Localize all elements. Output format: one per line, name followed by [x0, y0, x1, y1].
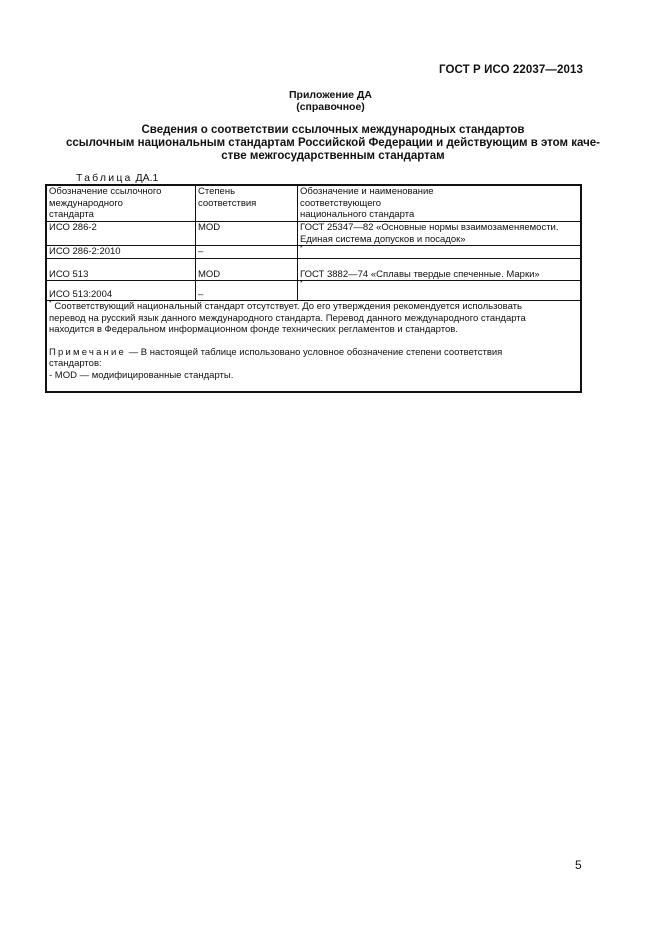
note-line: стандартов: [49, 358, 102, 369]
note-line [49, 347, 578, 359]
table-label [76, 172, 158, 184]
degree-cell: MOD [196, 222, 298, 246]
national-text: ГОСТ 25347—82 «Основные нормы взаимозаменяемости. [300, 222, 559, 233]
table-header-row [46, 185, 581, 222]
iso-cell: ИСО 513 [46, 259, 196, 281]
appendix-title: Приложение ДА [289, 89, 372, 101]
note-label: Примечание [49, 346, 126, 358]
heading-line: стве межгосударственным стандартам [221, 150, 445, 162]
header-text: международного [49, 197, 123, 209]
table-row [46, 259, 581, 281]
degree-cell: – [196, 246, 298, 259]
header-text: соответствия [198, 197, 257, 209]
appendix-subtitle: (справочное) [296, 101, 365, 113]
footnote-text: Соответствующий национальный стандарт отсутствует. До его утверждения рекомендуется использовать [54, 301, 522, 312]
header-text: национального стандарта [300, 209, 415, 220]
section-heading [50, 124, 616, 163]
header-cell-degree [196, 185, 298, 222]
national-cell [298, 222, 582, 246]
iso-cell: ИСО 286-2 [46, 222, 196, 246]
header-text: стандарта [49, 209, 94, 220]
footnote-marker: * [300, 244, 303, 252]
degree-cell: MOD [196, 259, 298, 281]
national-cell [298, 281, 582, 301]
heading-line: ссылочным национальным стандартам Российской Федерации и действующим в этом каче- [65, 137, 601, 149]
footnote-line [49, 301, 578, 313]
note-line: - MOD — модифицированные стандарты. [49, 369, 234, 381]
header-cell-national [298, 185, 582, 222]
national-cell [298, 246, 582, 259]
table-note-row [46, 301, 581, 393]
table-label-id: ДА.1 [135, 172, 159, 184]
correspondence-table [45, 184, 582, 393]
header-text: Степень [198, 186, 236, 197]
iso-cell: ИСО 513:2004 [46, 281, 196, 301]
table-note-cell [46, 301, 581, 393]
header-text: Обозначение и наименование [300, 186, 434, 197]
header-text: соответствующего [300, 197, 382, 209]
note-text: — В настоящей таблице использовано условное обозначение степени соответствия [128, 346, 503, 358]
footnote-line: находится в Федеральном информационном фонде технических регламентов и стандартов. [49, 324, 458, 335]
footnote-line: перевод на русский язык данного международного стандарта. Перевод данного международного стандарта [49, 312, 526, 324]
footnote-marker: * [49, 299, 52, 307]
table-row [46, 222, 581, 246]
table-row [46, 281, 581, 301]
header-cell-iso [46, 185, 196, 222]
national-cell: ГОСТ 3882—74 «Сплавы твердые спеченные. Марки» [298, 259, 582, 281]
degree-cell: – [196, 281, 298, 301]
header-text: Обозначение ссылочного [49, 186, 162, 197]
national-text: Единая система допусков и посадок» [300, 233, 466, 245]
iso-cell: ИСО 286-2:2010 [46, 246, 196, 259]
footnote-marker: * [300, 279, 303, 287]
table-label-word: Таблица [76, 172, 133, 184]
table-row [46, 246, 581, 259]
heading-line: Сведения о соответствии ссылочных международных стандартов [141, 124, 525, 136]
document-code: ГОСТ Р ИСО 22037—2013 [438, 64, 583, 76]
page-number: 5 [575, 858, 582, 872]
